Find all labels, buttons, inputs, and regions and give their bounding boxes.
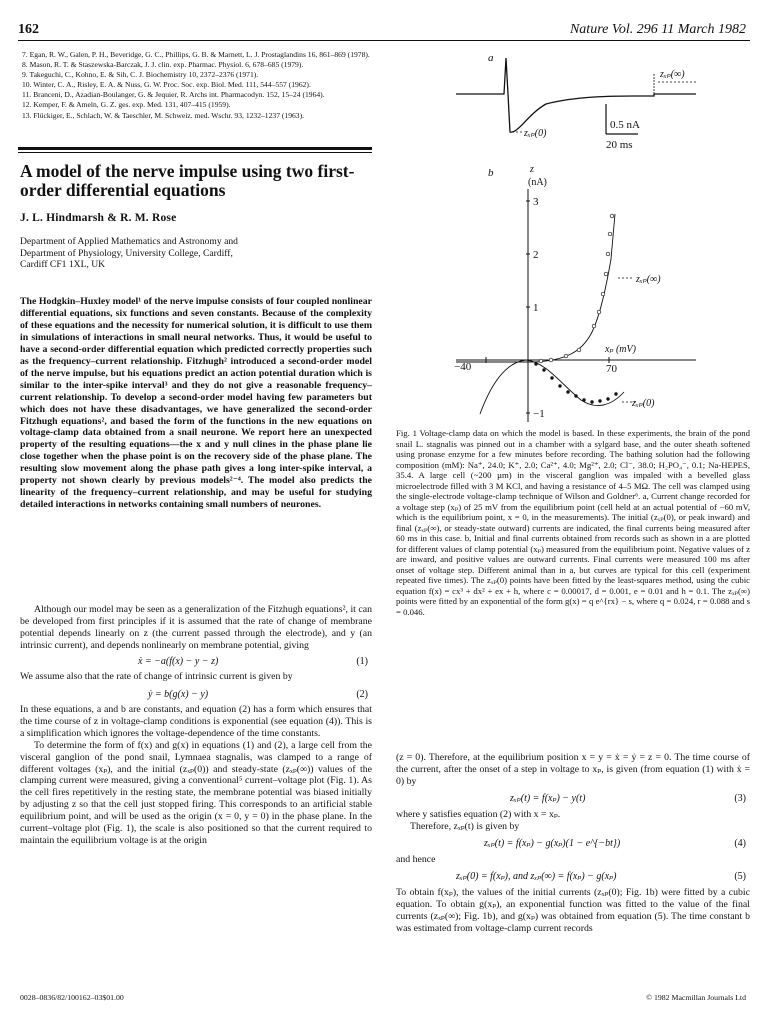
final-current-point <box>610 214 614 218</box>
reference-item: 9. Takeguchi, C., Kohno, E. & Sih, C. J. Biochemistry 10, 2372–2376 (1971). <box>22 70 259 80</box>
body-paragraph: where y satisfies equation (2) with x = xₚ. <box>396 808 561 820</box>
body-paragraph: To determine the form of f(x) and g(x) in equations (1) and (2), a large cell from the visceral ganglion of the pond snail, Lymnaea stagnalis, was clamped to a range of different voltages (xₚ), and the initial (zₓₚ(0)) and steady-state (zₓₚ(∞)) values of the clamping current were measured, giving a conventional⁵ current–voltage plot (Fig. 1). As the cell fires repetitively in the resting state, the membrane potential was biased initially by adjusting z so that the cell just stopped firing. This corresponds to an artificial stable equilibrium point, and will be used as the origin (x = 0, y = 0) in the phase plane. In the current–voltage plot (Fig. 1), the scale is also positioned so that the current required to maintain the equilibrium voltage is at the origin <box>20 739 372 847</box>
author-affiliation <box>20 236 360 271</box>
y-axis-label: z <box>530 164 534 175</box>
reference-item: 10. Winter, C. A., Risley, E. A. & Nuss, G. W. Proc. Soc. exp. Biol. Med. 111, 544–557 (1962). <box>22 80 311 90</box>
equation-5 <box>456 871 746 882</box>
final-current-point <box>597 310 601 314</box>
initial-current-point <box>606 397 609 400</box>
affiliation-line: Cardiff CF1 1XL, UK <box>20 259 106 271</box>
equation-number: (3) <box>734 792 746 804</box>
reference-item: 11. Branceni, D., Azadian-Boulanger, G. & Jequier, R. Archs int. Pharmacodyn. 152, 15–24 (1964). <box>22 90 325 100</box>
y-tick-label: −1 <box>533 408 545 420</box>
y-tick-label: 1 <box>533 302 539 314</box>
equation-text: zₓₚ(t) = f(xₚ) − y(t) <box>510 792 586 804</box>
initial-current-point <box>614 392 617 395</box>
final-current-point <box>592 324 596 328</box>
section-rule-thick <box>18 147 372 150</box>
initial-curve-label: zₓₚ(0) <box>632 398 655 409</box>
affiliation-line: Department of Applied Mathematics and Astronomy and <box>20 236 238 247</box>
final-current-point <box>601 292 605 296</box>
y-tick-label: 2 <box>533 249 539 261</box>
initial-current-point <box>534 362 537 365</box>
figure-caption: Fig. 1 Voltage-clamp data on which the model is based. In these experiments, the brain of the pond snail L. stagnalis was pinned out in a chamber with a sylgard base, and the outer sheath softened using pronase enzyme for a few minutes before recording. The bathing solution had the following composition (mM): Na⁺, 24.0; K⁺, 2.0; Ca²⁺, 4.0; Mg²⁺, 2.0; Cl⁻, 38.0; H₂PO₄⁻, 0.1; Na-HEPES, 35.4. A large cell (~200 µm) in the visceral ganglion was impaled with a bevelled glass microelectrode filled with 3 M KCl, and having a resistance of 4–5 MΩ. The cell was clamped using the single-electrode voltage-clamp technique of Wilson and Goldner⁶. a, Current change recorded for a voltage step (xₚ) of 25 mV from the equilibrium point (cell held at an actual potential of −60 mV, which is the equilibrium point, x = 0, in the measurements). The initial (zₓₚ(0), or peak inward) and final (zₓₚ(∞), or steady-state outward) currents are indicated, the final currents being measured after 60 ms in this case. b, Initial and final currents obtained from records such as shown in a are plotted for different values of clamp potential (xₚ) measured from the equilibrium point. Negative values of z are inward, and positive values are outward currents. Final currents were measured 100 ms after onset of voltage step. Different animal than in a, but curves are typical for this cell (experiment repeated five times). The zₓₚ(0) points have been fitted by the least-squares method, using the cubic equation f(x) = cx³ + dx² + ex + h, where c = 0.00017, d = 0.001, e = 0.01 and h = 0.1. The zₓₚ(∞) points were fitted by an exponential of the form g(x) = q e^{rx} − s, where q = 0.024, r = 0.088 and s = 0.046. <box>396 428 750 617</box>
panel-a-label: a <box>488 52 494 64</box>
equation-text: ẋ = −a(f(x) − y − z) <box>138 655 219 667</box>
initial-current-point <box>550 376 553 379</box>
reference-item: 12. Kemper, F. & Ameln, G. Z. ges. exp. Med. 131, 407–415 (1959). <box>22 100 231 110</box>
body-paragraph: We assume also that the rate of change of intrinsic current is given by <box>20 670 293 682</box>
footer-copyright: © 1982 Macmillan Journals Ltd <box>646 993 746 1002</box>
final-current-point <box>549 358 553 362</box>
scale-current-label: 0.5 nA <box>610 119 640 131</box>
equation-4 <box>484 838 746 849</box>
equation-text: ẏ = b(g(x) − y) <box>148 688 209 700</box>
final-current-curve <box>456 214 615 362</box>
affiliation-line: Department of Physiology, University College, Cardiff, <box>20 247 233 259</box>
initial-current-point <box>574 394 577 397</box>
initial-current-curve <box>480 360 624 414</box>
final-current-point <box>604 272 608 276</box>
body-paragraph: Therefore, zₓₚ(t) is given by <box>410 820 520 832</box>
panel-b-label: b <box>488 167 494 179</box>
y-tick-label: 3 <box>533 196 539 208</box>
initial-current-point <box>582 398 585 401</box>
equation-number: (4) <box>734 837 746 849</box>
left-body-column <box>20 604 372 847</box>
initial-current-point <box>598 399 601 402</box>
equation-text: zₓₚ(t) = f(xₚ) − g(xₚ)(1 − e^{−bt}) <box>484 837 621 849</box>
equation-number: (2) <box>356 688 368 700</box>
initial-current-point <box>590 400 593 403</box>
initial-current-point <box>542 368 545 371</box>
footer-code: 0028–0836/82/100162–03$01.00 <box>20 993 124 1002</box>
section-rule-thin <box>18 152 372 153</box>
equation-3 <box>510 793 746 804</box>
initial-current-point <box>558 384 561 387</box>
equation-2 <box>148 689 368 700</box>
reference-item: 13. Flückiger, E., Schlach, W. & Taeschler, M. Schweiz. med. Wschr. 93, 1232–1237 (1963). <box>22 110 305 120</box>
reference-item: 8. Mason, R. T. & Staszewska-Barczak, J. J. clin. exp. Pharmac. Physiol. 6, 678–685 (1979). <box>22 60 304 70</box>
initial-current-point <box>566 390 569 393</box>
final-current-points <box>539 214 614 363</box>
initial-current-label: zₓₚ(0) <box>524 128 547 139</box>
body-paragraph: and hence <box>396 853 436 865</box>
x-tick-label: 70 <box>606 363 617 375</box>
body-paragraph: In these equations, a and b are constants, and equation (2) has a form which ensures that the time course of z in voltage-clamp conditions is exponential (see equation (4)). This is a simplification which ignores the voltage-dependence of the time constants. <box>20 703 372 739</box>
final-curve-label: zₓₚ(∞) <box>636 274 661 285</box>
equation-text: zₓₚ(0) = f(xₚ), and zₓₚ(∞) = f(xₚ) − g(xₚ) <box>456 870 617 882</box>
final-current-point <box>539 359 543 363</box>
reference-list <box>22 50 377 121</box>
abstract: The Hodgkin–Huxley model¹ of the nerve impulse consists of four coupled nonlinear differential equations, six functions and seven constants. Because of the complexity of these equations and the necessity for numerical solution, it is difficult to use them in simulations of interactions in small neural networks. Thus, it would be useful to have a second-order differential equation which predicted correctly properties such as the frequency–current relationship. Fitzhugh² introduced a second-order model of the nerve impulse, but his equations predict an action potential duration which is similar to the inter-spike interval³ and they do not give a reasonable frequency–current relationship. To develop a second-order model having few parameters but which does not have these disadvantages, we have generalized the second-order Fitzhugh equations², and based the form of the functions in the new equations on voltage-clamp data obtained from a snail neurone. We report here an unexpected property of the resulting equations—the x and y null clines in the phase plane lie close together when the phase point is on the recovery side of the phase plane. The resulting slow movement along the phase path gives a long inter-spike interval, a property not shown clearly by previous models²⁻⁴. The model also predicts the linearity of the frequency–current relationship, and may be useful for studying detailed interactions in networks containing small numbers of neurones. <box>20 296 372 511</box>
equation-number: (5) <box>734 870 746 882</box>
article-authors: J. L. Hindmarsh & R. M. Rose <box>20 212 177 224</box>
body-paragraph: Although our model may be seen as a generalization of the Fitzhugh equations², it can be developed from first principles if it is assumed that the rate of change of membrane potential depends linearly on z (the current passed through the electrode), and y (an intrinsic current), and depends nonlinearly on membrane potential, giving <box>20 604 372 651</box>
figure-1 <box>396 44 750 424</box>
header-rule <box>18 40 750 41</box>
x-axis-label: xₚ (mV) <box>605 344 636 355</box>
reference-item: 7. Egan, R. W., Galen, P. H., Beveridge, G. C., Phillips, G. B. & Marnett, L. J. Prostaglandins 16, 861–869 (1978). <box>22 50 370 59</box>
final-current-label: zₓₚ(∞) <box>660 69 685 80</box>
right-body-column <box>396 752 750 935</box>
y-axis-unit: (nA) <box>528 177 547 188</box>
final-current-point <box>564 354 568 358</box>
final-current-point <box>577 348 581 352</box>
page-number: 162 <box>18 22 39 37</box>
final-current-point <box>606 252 610 256</box>
equation-1 <box>138 656 368 667</box>
article-title: A model of the nerve impulse using two first-order differential equations <box>20 161 355 200</box>
scale-time-label: 20 ms <box>606 139 633 151</box>
journal-header: Nature Vol. 296 11 March 1982 <box>569 22 746 37</box>
body-paragraph: To obtain f(xₚ), the values of the initial currents (zₓₚ(0); Fig. 1b) were fitted by a cubic equation. To obtain g(xₚ), an exponential function was fitted to the value of the final currents (zₓₚ(∞); Fig. 1b), and g(xₚ) was obtained from equation (5). The time constant b was estimated from voltage-clamp current records <box>396 886 750 934</box>
body-paragraph: (z = 0). Therefore, at the equilibrium position x = y = ẋ = ẏ = z = 0. The time course of the current, after the onset of a step in voltage to xₚ, is given (from equation (1) with ẋ = 0) by <box>396 752 750 787</box>
x-tick-label: −40 <box>454 361 472 373</box>
equation-number: (1) <box>356 655 368 667</box>
final-current-point <box>608 232 612 236</box>
